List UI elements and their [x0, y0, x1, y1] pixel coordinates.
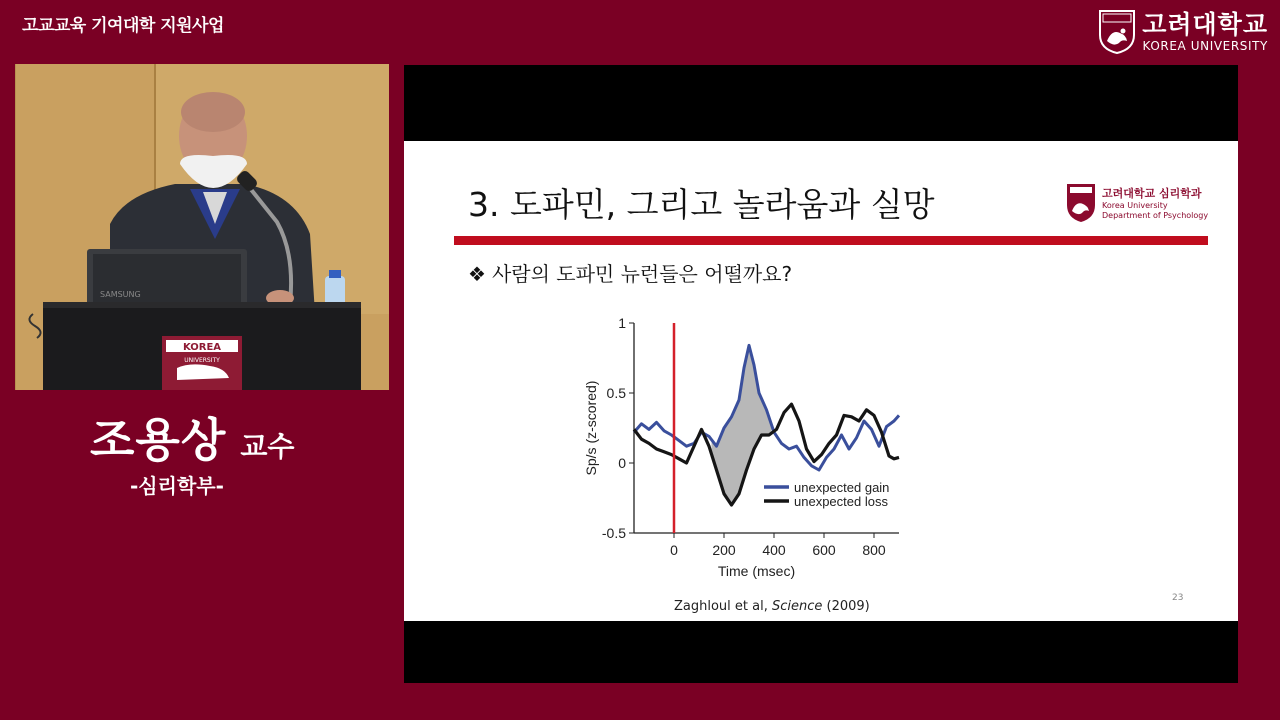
y-tick-label: -0.5 [601, 525, 626, 541]
citation-author: Zaghloul et al, [674, 599, 772, 614]
university-brand [1098, 9, 1268, 55]
legend-entry: unexpected loss [794, 494, 888, 509]
camera-feed [15, 64, 389, 390]
y-axis-label: Sp/s (z-scored) [583, 380, 599, 476]
slide-bullet [468, 258, 792, 287]
speaker-title: 교수 [240, 430, 295, 463]
department-logo [1066, 183, 1208, 223]
brand-name: 고려대학교 [1142, 10, 1268, 39]
y-tick-label: 0 [618, 455, 626, 471]
department-logo-line3: Department of Psychology [1102, 211, 1209, 220]
slide-page-number: 23 [1172, 593, 1184, 603]
slide-citation [674, 599, 870, 614]
y-tick-label: 0.5 [606, 385, 626, 401]
department-logo-title: 고려대학교 심리학과 [1102, 187, 1202, 200]
diamond-bullet-icon: ❖ [468, 262, 486, 286]
title-divider [454, 236, 1208, 245]
laptop-brand: SAMSUNG [100, 290, 141, 299]
brand-subtitle: KOREA UNIVERSITY [1142, 39, 1268, 53]
x-axis-label: Time (msec) [717, 563, 796, 579]
speaker-department: -심리학부- [130, 474, 224, 498]
slide-title: 3. 도파민, 그리고 놀라움과 실망 [468, 185, 935, 224]
dopamine-response-chart [574, 311, 914, 586]
speaker-name: 조용상 [90, 413, 227, 467]
department-logo-line2: Korea University [1102, 201, 1168, 210]
x-tick-label: 800 [862, 542, 886, 558]
bullet-text: 사람의 도파민 뉴런들은 어떨까요? [491, 262, 793, 286]
podium-label-top: KOREA [182, 342, 222, 353]
presentation-frame [404, 65, 1238, 683]
university-crest-icon [1098, 9, 1136, 55]
x-tick-label: 600 [812, 542, 836, 558]
x-tick-label: 200 [712, 542, 736, 558]
speaker-video-scene [15, 64, 389, 390]
citation-year: (2009) [822, 599, 870, 614]
y-tick-label: 1 [618, 315, 626, 331]
presentation-slide [404, 141, 1238, 621]
citation-journal: Science [771, 599, 823, 614]
legend-entry: unexpected gain [794, 480, 890, 495]
department-crest-icon [1066, 183, 1096, 223]
x-tick-label: 400 [762, 542, 786, 558]
x-tick-label: 0 [670, 542, 678, 558]
podium-label-bottom: UNIVERSITY [184, 357, 220, 364]
top-caption: 고교교육 기여대학 지원사업 [22, 16, 224, 36]
speaker-name-block [90, 404, 294, 470]
